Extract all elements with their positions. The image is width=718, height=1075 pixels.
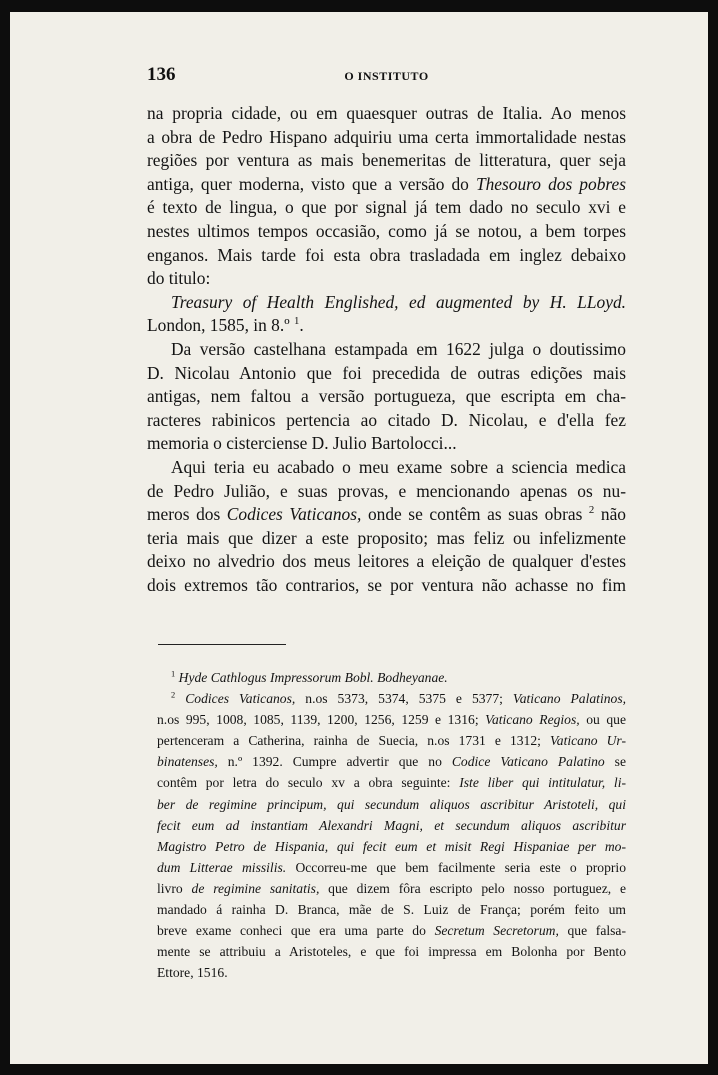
text-segment: Vaticano Regios, xyxy=(485,712,580,728)
text-segment: ber de regimine principum, qui secundum aliquos ascribitur Aristoteli, qui xyxy=(157,796,626,812)
text-line xyxy=(157,899,626,920)
text-segment: se xyxy=(604,754,626,770)
text-segment: meros dos xyxy=(147,504,227,525)
text-line: Da versão castelhana estampada em 1622 julga o doutissimo xyxy=(171,338,626,359)
text-segment: London, 1585, in 8.º xyxy=(147,315,290,336)
footnote-ref: 2 xyxy=(588,504,595,517)
footnotes xyxy=(157,667,626,983)
text-segment: de regimine sanitatis, xyxy=(191,880,320,896)
footnote-number: 2 xyxy=(171,689,176,700)
text-line xyxy=(157,667,626,688)
italic-title: Thesouro dos pobres xyxy=(475,173,626,194)
text-segment: não xyxy=(594,504,626,525)
text-line xyxy=(157,709,626,730)
quoted-book-title: Treasury of Health Englished, ed augmented by H. LLoyd. xyxy=(171,291,626,312)
text-segment: antiga, quer moderna, visto que a versão do xyxy=(147,173,476,194)
text-line xyxy=(157,772,626,793)
text-segment: binatenses, xyxy=(157,754,218,770)
italic-title: Codices Vaticanos, xyxy=(226,504,362,525)
text-segment: que falsa- xyxy=(558,923,626,939)
text-line: regiões por ventura as mais benemeritas de litteratura, quer seja xyxy=(147,150,626,171)
quotation xyxy=(147,291,626,338)
book-page xyxy=(10,12,708,1064)
text-segment: n.os 5373, 5374, 5375 e 5377; xyxy=(295,691,513,707)
text-line: antigas, nem faltou a versão portugueza, que escripta em cha- xyxy=(147,386,626,407)
text-line: Aqui teria eu acabado o meu exame sobre a sciencia medica xyxy=(171,456,626,477)
text-line xyxy=(157,794,626,815)
text-line xyxy=(157,751,626,772)
text-segment: dum Litterae missilis. xyxy=(157,859,287,875)
text-line: dois extremos tão contrarios, se por ventura não achasse no fim xyxy=(147,574,626,595)
text-segment: Vaticano Palatinos, xyxy=(512,691,627,707)
text-line: teria mais que dizer a este proposito; mas feliz ou infelizmente xyxy=(147,527,626,548)
paragraph-3 xyxy=(147,456,626,598)
text-line: do titulo: xyxy=(147,268,211,289)
text-segment: livro xyxy=(157,880,192,896)
text-segment: n.os 995, 1008, 1085, 1139, 1200, 1256, 1259 e 1316; xyxy=(157,712,486,728)
text-segment: pertenceram a Catherina, rainha de Suecia, n.os 1731 e 1312; xyxy=(157,733,550,749)
text-segment: Iste liber qui intitulatur, li- xyxy=(459,775,626,791)
main-text xyxy=(147,102,626,597)
footnote-number: 1 xyxy=(171,668,176,679)
text-segment: ou que xyxy=(579,712,626,728)
text-segment: mente se attribuiu a Aristoteles, e que foi impressa em Bolonha por Bento xyxy=(157,944,626,960)
text-segment: breve exame conheci que era uma parte do xyxy=(157,923,435,939)
text-line: enganos. Mais tarde foi esta obra trasladada em inglez debaixo xyxy=(147,244,626,265)
text-line xyxy=(157,962,626,983)
footnote-1 xyxy=(157,667,626,688)
text-segment: Codices Vaticanos, xyxy=(185,691,296,707)
text-line: D. Nicolau Antonio que foi precedida de outras edições mais xyxy=(147,362,626,383)
footnote-2 xyxy=(157,688,626,983)
text-line: a obra de Pedro Hispano adquiriu uma certa immortalidade nestas xyxy=(147,126,626,147)
footnote-text: Hyde Cathlogus Impressorum Bobl. Bodheyanae. xyxy=(178,670,448,685)
text-segment: que dizem fôra escripto pelo nosso portuguez, e xyxy=(319,880,627,896)
text-line xyxy=(157,815,626,836)
text-line xyxy=(157,857,626,878)
text-segment: Magistro Petro de Hispania, qui fecit eum et misit Regi Hispaniae per mo- xyxy=(157,838,626,854)
page-header xyxy=(147,64,626,90)
text-line xyxy=(157,878,626,899)
running-title: O INSTITUTO xyxy=(344,69,429,83)
text-line: deixo no alvedrio dos meus leitores a eleição de qualquer d'estes xyxy=(147,551,626,572)
paragraph-2 xyxy=(147,338,626,456)
text-segment: Secretum Secretorum, xyxy=(434,923,559,939)
text-segment: contêm por letra do seculo xv a obra seguinte: xyxy=(157,775,460,791)
text-segment: Occorreu-me que bem facilmente seria este o proprio xyxy=(286,859,627,875)
text-line xyxy=(147,291,626,315)
text-line xyxy=(147,314,626,338)
text-segment: Ettore, 1516. xyxy=(157,965,228,981)
text-segment: onde se contêm as suas obras xyxy=(361,504,589,525)
text-line xyxy=(157,688,626,709)
footnote-divider xyxy=(158,644,286,645)
text-line: de Pedro Julião, e suas provas, e mencionando apenas os nu- xyxy=(147,480,626,501)
footnote-ref: 1 xyxy=(293,315,300,328)
text-segment: Codice Vaticano Palatino xyxy=(451,754,605,770)
text-line xyxy=(157,730,626,751)
text-line: nestes ultimos tempos occasião, como já se notou, a bem torpes xyxy=(147,220,626,241)
text-line xyxy=(147,503,626,527)
text-line: é texto de lingua, o que por signal já tem dado no seculo xvi e xyxy=(147,197,626,218)
page-number: 136 xyxy=(147,64,176,85)
text-line xyxy=(157,920,626,941)
text-line: memoria o cisterciense D. Julio Bartolocci... xyxy=(147,433,457,454)
text-segment: mandado á rainha D. Branca, mãe de S. Luiz de França; porém feito um xyxy=(157,902,626,918)
text-line xyxy=(157,941,626,962)
text-segment: n.º 1392. Cumpre advertir que no xyxy=(217,754,452,770)
text-line xyxy=(147,173,626,197)
text-segment: fecit eum ad instantiam Alexandri Magni, et secundum aliquos ascribitur xyxy=(157,817,626,833)
text-line: racteres rabinicos pertencia ao citado D. Nicolau, e d'ella fez xyxy=(147,409,626,430)
text-line: na propria cidade, ou em quaesquer outras de Italia. Ao menos xyxy=(147,103,626,123)
text-segment: Vaticano Ur- xyxy=(549,733,626,749)
text-segment: . xyxy=(299,315,304,336)
text-line xyxy=(157,836,626,857)
paragraph-1 xyxy=(147,102,626,291)
